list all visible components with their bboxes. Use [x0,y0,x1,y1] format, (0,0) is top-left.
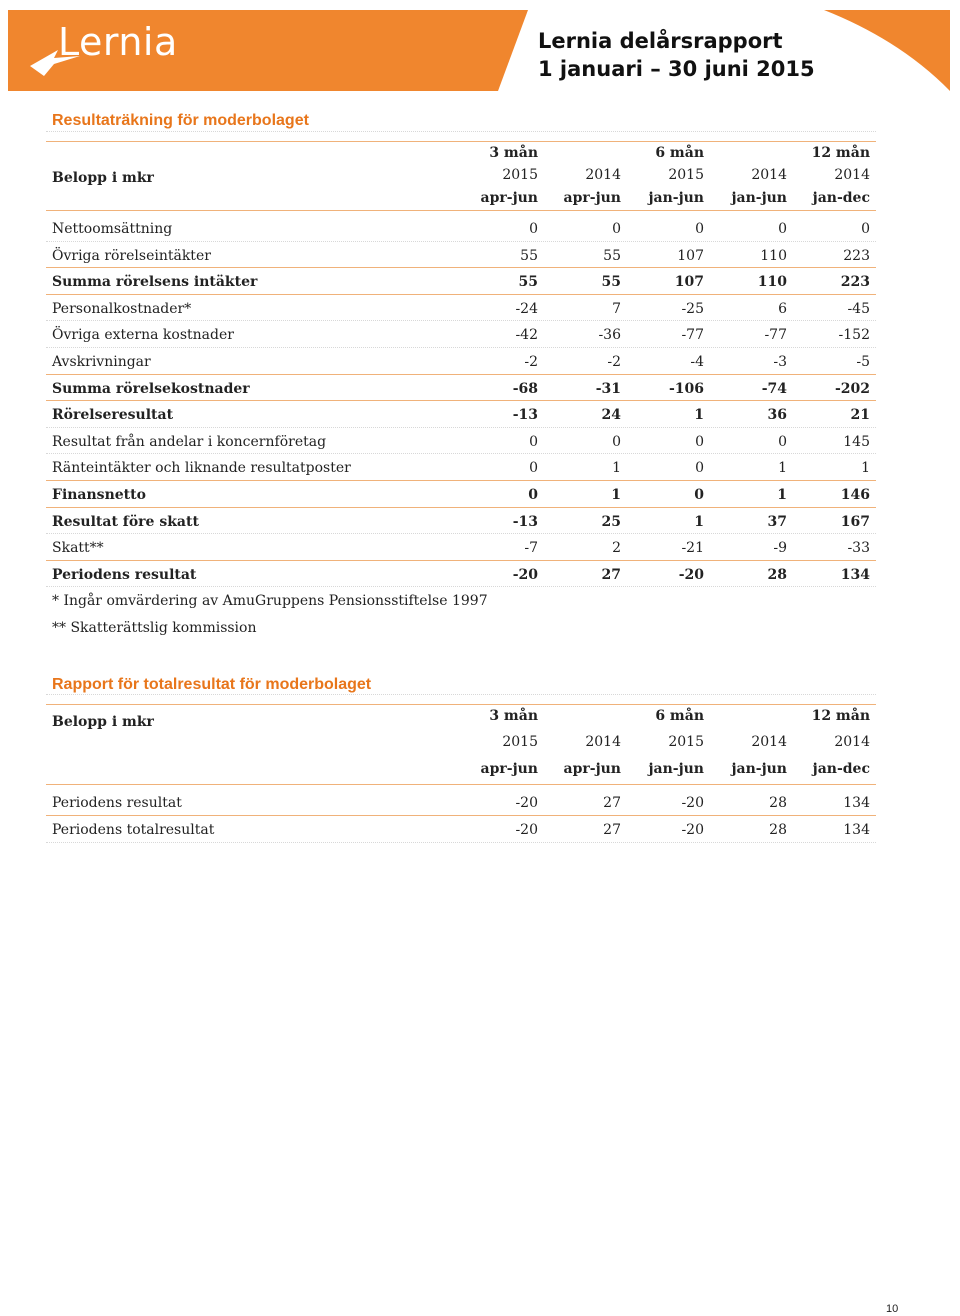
divider [46,480,876,481]
divider [46,267,876,268]
row-value: 107 [677,247,704,264]
row-label: Avskrivningar [52,354,151,370]
row-label: Skatt** [52,540,104,557]
section1-title: Resultaträkning för moderbolaget [52,112,309,129]
row-value: 134 [840,566,870,583]
col-group-12man: 12 mån [811,708,870,724]
row-label: Resultat före skatt [52,513,199,530]
row-value: -25 [681,300,704,317]
row-value: 0 [778,433,787,450]
col-year: 2014 [751,734,787,750]
row-value: 1 [694,407,704,424]
row-value: -77 [681,327,704,344]
col-year: 2015 [502,734,538,750]
row-value: 21 [850,407,870,424]
row-value: -20 [515,795,538,811]
page-number: 10 [886,1303,899,1315]
row-label: Periodens totalresultat [52,822,215,838]
row-label: Summa rörelsens intäkter [52,274,258,291]
row-value: -36 [598,327,621,344]
divider [46,427,876,428]
table-row [46,217,876,241]
col-period: apr-jun [480,190,538,206]
row-value: -20 [681,822,704,838]
divider [46,241,876,242]
row-value: 0 [861,221,870,237]
col-period: apr-jun [563,761,621,777]
row-value: 1 [778,460,787,477]
col-year: 2014 [585,167,621,183]
row-value: 1 [611,487,621,503]
col-year: 2014 [585,734,621,750]
row-value: -106 [668,380,704,397]
row-value: 55 [520,247,538,264]
page-header [0,0,960,100]
row-value: 0 [529,433,538,450]
divider [46,842,876,843]
table-row [46,323,876,347]
col-period: jan-dec [812,190,870,206]
table-row [46,456,876,480]
row-value: -20 [512,566,538,583]
row-value: 0 [612,433,621,450]
col-period: apr-jun [563,190,621,206]
row-value: 223 [843,247,870,264]
col-group-3man: 3 mån [489,145,538,161]
table-row [46,510,876,534]
row-label: Rörelseresultat [52,407,174,424]
row-label: Resultat från andelar i koncernföretag [52,433,327,450]
row-value: -2 [607,354,621,370]
row-value: -77 [764,327,787,344]
row-value: 0 [528,487,538,503]
row-value: -33 [847,540,870,557]
table-row [46,563,876,587]
row-label: Finansnetto [52,487,146,503]
row-value: -13 [512,513,538,530]
row-value: 28 [769,822,787,838]
row-value: 28 [767,566,787,583]
divider [46,453,876,454]
col-group-3man: 3 mån [489,708,538,724]
row-value: -4 [690,354,704,370]
divider [46,131,876,132]
row-value: 0 [695,221,704,237]
row-value: 27 [603,795,621,811]
col-period: jan-jun [648,761,704,777]
row-value: 167 [840,513,870,530]
row-value: -20 [515,822,538,838]
divider [46,784,876,785]
table-row [46,818,876,842]
row-value: 145 [843,433,870,450]
row-label: Periodens resultat [52,566,197,583]
row-value: 0 [612,221,621,237]
row-label: Summa rörelsekostnader [52,380,250,397]
col-period: jan-jun [731,190,787,206]
col-year: 2015 [668,167,704,183]
row-value: 134 [843,822,870,838]
row-value: -31 [595,380,621,397]
table-row [46,244,876,268]
col-year: 2015 [502,167,538,183]
footnote-2: ** Skatterättslig kommission [52,620,257,636]
col-group-6man: 6 mån [655,145,704,161]
row-value: 37 [767,513,787,530]
row-value: 28 [769,795,787,811]
row-value: 134 [843,795,870,811]
row-value: 0 [694,487,704,503]
divider [46,815,876,816]
divider [46,533,876,534]
row-value: 24 [601,407,621,424]
report-title [538,27,815,83]
row-value: 107 [674,274,704,291]
row-value: 0 [529,460,538,477]
report-title-line2: 1 januari – 30 juni 2015 [538,57,815,81]
logo-text: Lernia [58,20,178,64]
row-value: -7 [524,540,538,557]
row-value: 36 [767,407,787,424]
row-value: 1 [777,487,787,503]
row-value: -45 [847,300,870,317]
col-year: 2014 [751,167,787,183]
row-value: -20 [678,566,704,583]
divider [46,400,876,401]
row-value: -9 [773,540,787,557]
table-row [46,377,876,401]
row-value: -13 [512,407,538,424]
row-value: 0 [695,433,704,450]
divider [46,374,876,375]
row-label: Ränteintäkter och liknande resultatposter [52,460,351,477]
row-value: -202 [834,380,870,397]
table-row [46,430,876,454]
row-value: -24 [515,300,538,317]
row-label: Nettoomsättning [52,221,173,237]
divider [46,694,876,695]
row-value: 27 [603,822,621,838]
row-value: 55 [518,274,538,291]
table-row [46,403,876,427]
row-value: 0 [695,460,704,477]
col-group-6man: 6 mån [655,708,704,724]
row-value: 146 [840,487,870,503]
row-value: -20 [681,795,704,811]
col-year: 2014 [834,167,870,183]
col-group-12man: 12 mån [811,145,870,161]
divider [46,507,876,508]
row-value: -42 [515,327,538,344]
row-value: 55 [603,247,621,264]
table-row [46,483,876,507]
row-value: -68 [512,380,538,397]
section2-title: Rapport för totalresultat för moderbolaget [52,676,372,693]
divider [46,210,876,211]
row-value: -5 [856,354,870,370]
table-row [46,791,876,815]
row-value: 27 [601,566,621,583]
col-year: 2014 [834,734,870,750]
row-value: -152 [838,327,870,344]
col-year: 2015 [668,734,704,750]
row-label: Övriga rörelseintäkter [52,247,211,264]
footnote-1: * Ingår omvärdering av AmuGruppens Pensionsstiftelse 1997 [52,593,488,609]
report-title-line1: Lernia delårsrapport [538,29,783,53]
row-value: -21 [681,540,704,557]
divider [46,586,876,587]
row-value: -74 [761,380,787,397]
row-value: 110 [757,274,787,291]
row-value: 25 [601,513,621,530]
col-period: apr-jun [480,761,538,777]
column-header-label: Belopp i mkr [52,170,154,186]
col-period: jan-jun [731,761,787,777]
table-row [46,270,876,294]
column-header-label-2: Belopp i mkr [52,714,154,730]
divider [46,320,876,321]
table-row [46,536,876,560]
row-label: Övriga externa kostnader [52,327,234,344]
divider [46,347,876,348]
row-value: 1 [612,460,621,477]
row-value: 0 [529,221,538,237]
col-period: jan-dec [812,761,870,777]
row-value: 1 [694,513,704,530]
row-value: 110 [760,247,787,264]
row-value: 7 [612,300,621,317]
row-value: 0 [778,221,787,237]
divider [46,560,876,561]
row-value: 6 [778,300,787,317]
col-period: jan-jun [648,190,704,206]
row-value: -3 [773,354,787,370]
row-value: 55 [601,274,621,291]
row-value: 223 [840,274,870,291]
row-value: 1 [861,460,870,477]
row-value: -2 [524,354,538,370]
row-label: Personalkostnader* [52,300,192,317]
row-value: 2 [612,540,621,557]
table-row [46,297,876,321]
row-label: Periodens resultat [52,795,182,811]
divider [46,294,876,295]
table-row [46,350,876,374]
